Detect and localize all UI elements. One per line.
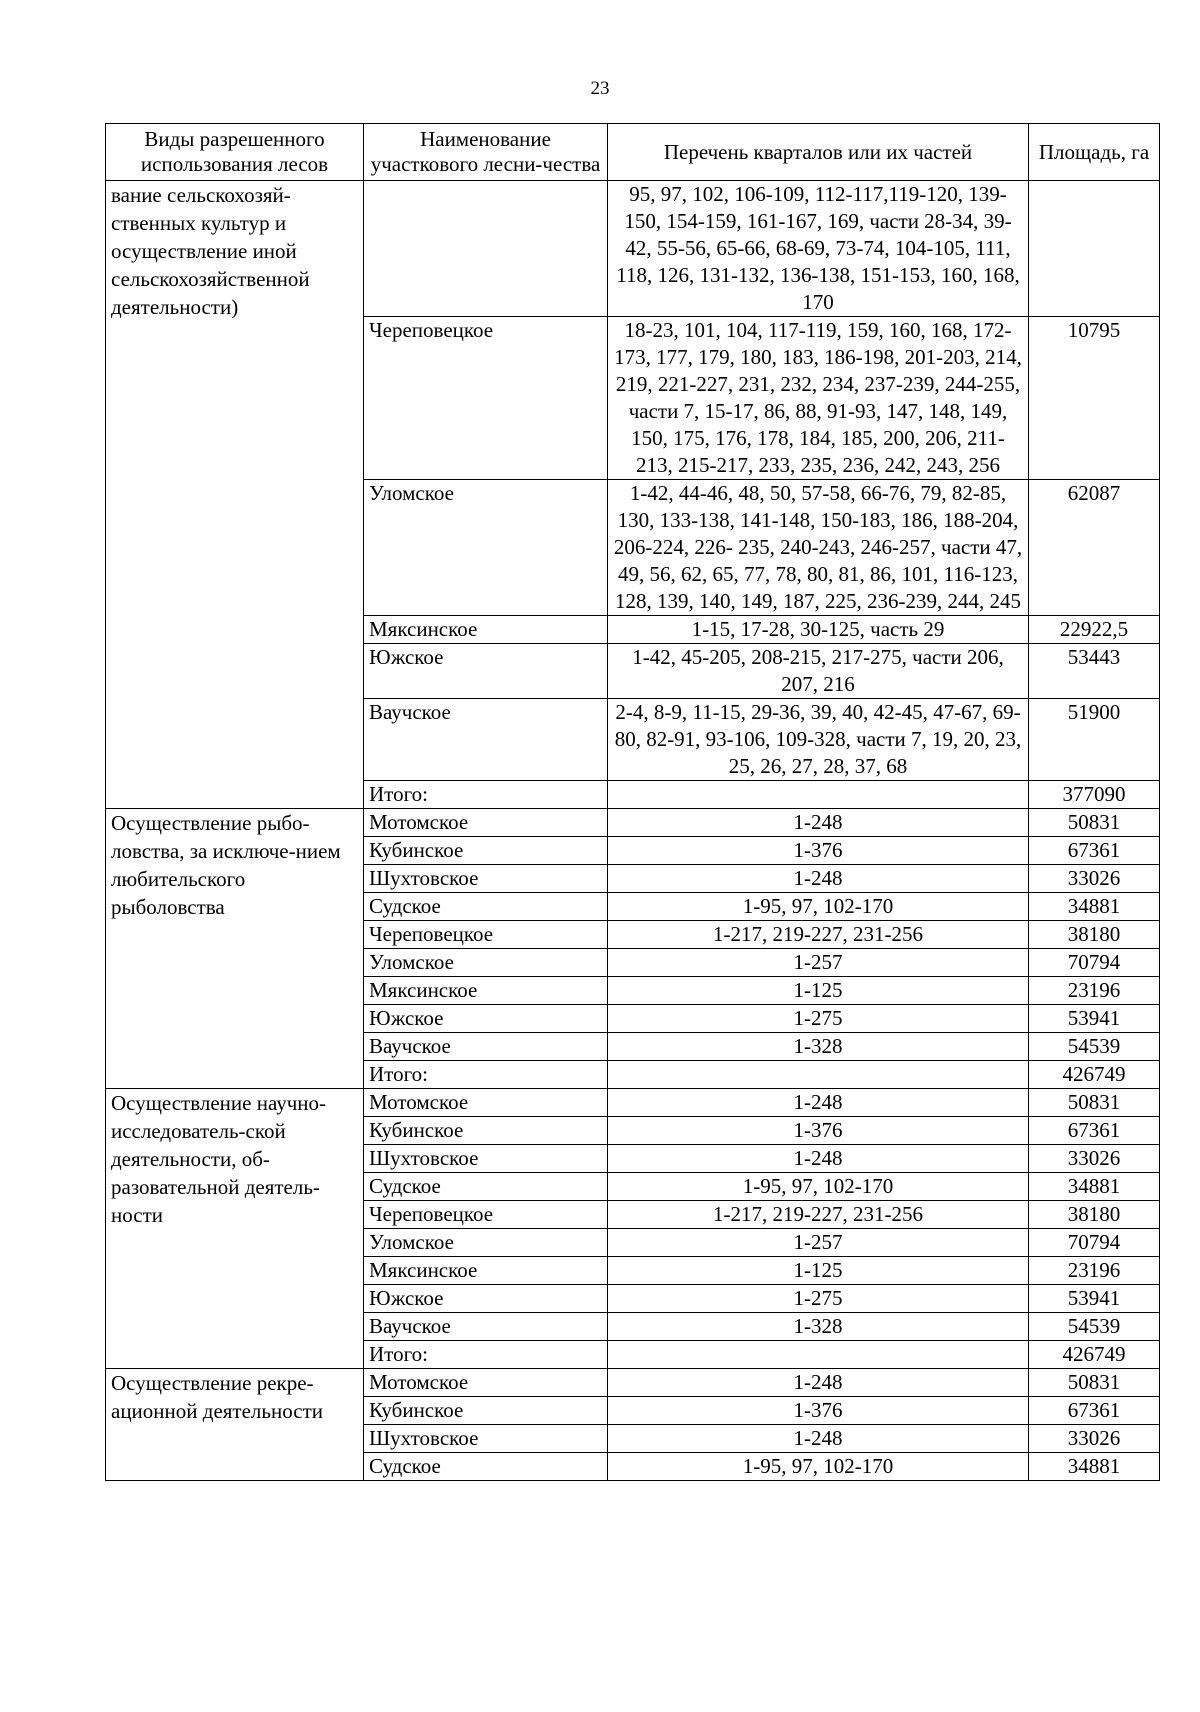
use-type-cell: Осуществление научно-исследователь-ской деятельности, об-разовательной деятель-ности xyxy=(106,1089,364,1369)
quarters-cell: 1-257 xyxy=(608,949,1029,977)
header-area: Площадь, га xyxy=(1029,124,1160,181)
header-quarters: Перечень кварталов или их частей xyxy=(608,124,1029,181)
forestry-cell: Уломское xyxy=(364,480,608,616)
area-cell: 50831 xyxy=(1029,1089,1160,1117)
quarters-cell: 1-95, 97, 102-170 xyxy=(608,1173,1029,1201)
area-cell: 38180 xyxy=(1029,921,1160,949)
forestry-cell: Мотомское xyxy=(364,809,608,837)
page-number: 23 xyxy=(590,78,610,99)
quarters-cell: 1-15, 17-28, 30-125, часть 29 xyxy=(608,616,1029,644)
forestry-cell: Итого: xyxy=(364,1341,608,1369)
forestry-cell: Мяксинское xyxy=(364,616,608,644)
use-type-cell: Осуществление рыбо-ловства, за исключе-нием любительского рыболовства xyxy=(106,809,364,1089)
table-row xyxy=(106,181,1160,317)
forestry-cell: Ваучское xyxy=(364,1033,608,1061)
quarters-cell: 1-376 xyxy=(608,1117,1029,1145)
forestry-cell: Кубинское xyxy=(364,1397,608,1425)
forestry-cell: Южское xyxy=(364,1285,608,1313)
area-cell: 34881 xyxy=(1029,893,1160,921)
forestry-cell: Уломское xyxy=(364,949,608,977)
area-cell: 54539 xyxy=(1029,1313,1160,1341)
quarters-cell: 1-248 xyxy=(608,1089,1029,1117)
area-cell: 33026 xyxy=(1029,1425,1160,1453)
area-cell: 67361 xyxy=(1029,837,1160,865)
forestry-cell: Судское xyxy=(364,893,608,921)
forestry-cell: Кубинское xyxy=(364,837,608,865)
use-type-cell: Осуществление рекре-ационной деятельности xyxy=(106,1369,364,1481)
quarters-cell: 1-328 xyxy=(608,1033,1029,1061)
forestry-cell: Мяксинское xyxy=(364,977,608,1005)
area-cell: 53941 xyxy=(1029,1005,1160,1033)
header-forestry: Наименование участкового лесни-чества xyxy=(364,124,608,181)
area-cell xyxy=(1029,181,1160,317)
area-cell: 70794 xyxy=(1029,949,1160,977)
area-cell: 50831 xyxy=(1029,809,1160,837)
area-cell: 23196 xyxy=(1029,977,1160,1005)
area-cell: 23196 xyxy=(1029,1257,1160,1285)
forestry-cell: Мяксинское xyxy=(364,1257,608,1285)
quarters-cell xyxy=(608,781,1029,809)
area-cell: 51900 xyxy=(1029,699,1160,781)
quarters-cell xyxy=(608,1061,1029,1089)
area-cell: 70794 xyxy=(1029,1229,1160,1257)
area-cell: 54539 xyxy=(1029,1033,1160,1061)
quarters-cell: 1-42, 44-46, 48, 50, 57-58, 66-76, 79, 82-85, 130, 133-138, 141-148, 150-183, 186, 188-204, 206-224, 226- 235, 240-243, 246-257, части 47, 49, 56, 62, 65, 77, 78, 80, 81, 86, 101, 116-123, 128, 139, 140, 149, 187, 225, 236-239, 244, 245 xyxy=(608,480,1029,616)
area-cell: 426749 xyxy=(1029,1061,1160,1089)
forestry-cell: Судское xyxy=(364,1453,608,1481)
forestry-cell: Шухтовское xyxy=(364,865,608,893)
header-use-type: Виды разрешенного использования лесов xyxy=(106,124,364,181)
quarters-cell: 1-376 xyxy=(608,837,1029,865)
forestry-cell: Уломское xyxy=(364,1229,608,1257)
quarters-cell: 1-217, 219-227, 231-256 xyxy=(608,1201,1029,1229)
forestry-cell: Итого: xyxy=(364,1061,608,1089)
forestry-cell: Череповецкое xyxy=(364,1201,608,1229)
quarters-cell: 1-257 xyxy=(608,1229,1029,1257)
area-cell: 34881 xyxy=(1029,1173,1160,1201)
forestry-cell: Кубинское xyxy=(364,1117,608,1145)
forestry-cell: Итого: xyxy=(364,781,608,809)
area-cell: 33026 xyxy=(1029,865,1160,893)
area-cell: 53941 xyxy=(1029,1285,1160,1313)
forestry-cell: Мотомское xyxy=(364,1369,608,1397)
area-cell: 67361 xyxy=(1029,1397,1160,1425)
table-row xyxy=(106,1089,1160,1117)
quarters-cell: 1-125 xyxy=(608,977,1029,1005)
quarters-cell: 18-23, 101, 104, 117-119, 159, 160, 168, 172-173, 177, 179, 180, 183, 186-198, 201-203, 214, 219, 221-227, 231, 232, 234, 237-239, 244-255, части 7, 15-17, 86, 88, 91-93, 147, 148, 149, 150, 175, 176, 178, 184, 185, 200, 206, 211-213, 215-217, 233, 235, 236, 242, 243, 256 xyxy=(608,317,1029,480)
table-row xyxy=(106,809,1160,837)
quarters-cell: 1-95, 97, 102-170 xyxy=(608,893,1029,921)
table-row xyxy=(106,1369,1160,1397)
quarters-cell: 1-248 xyxy=(608,1425,1029,1453)
area-cell: 53443 xyxy=(1029,644,1160,699)
area-cell: 38180 xyxy=(1029,1201,1160,1229)
table-body xyxy=(106,181,1160,1481)
quarters-cell: 95, 97, 102, 106-109, 112-117,119-120, 139-150, 154-159, 161-167, 169, части 28-34, 39-42, 55-56, 65-66, 68-69, 73-74, 104-105, 111, 118, 126, 131-132, 136-138, 151-153, 160, 168, 170 xyxy=(608,181,1029,317)
area-cell: 22922,5 xyxy=(1029,616,1160,644)
forestry-cell: Череповецкое xyxy=(364,317,608,480)
area-cell: 67361 xyxy=(1029,1117,1160,1145)
area-cell: 10795 xyxy=(1029,317,1160,480)
forestry-cell: Шухтовское xyxy=(364,1145,608,1173)
quarters-cell: 1-217, 219-227, 231-256 xyxy=(608,921,1029,949)
forestry-cell: Череповецкое xyxy=(364,921,608,949)
forestry-cell: Ваучское xyxy=(364,1313,608,1341)
quarters-cell: 1-95, 97, 102-170 xyxy=(608,1453,1029,1481)
area-cell: 50831 xyxy=(1029,1369,1160,1397)
forestry-cell xyxy=(364,181,608,317)
forestry-cell: Южское xyxy=(364,644,608,699)
area-cell: 34881 xyxy=(1029,1453,1160,1481)
forestry-cell: Южское xyxy=(364,1005,608,1033)
quarters-cell: 1-42, 45-205, 208-215, 217-275, части 206, 207, 216 xyxy=(608,644,1029,699)
area-cell: 62087 xyxy=(1029,480,1160,616)
forestry-cell: Мотомское xyxy=(364,1089,608,1117)
quarters-cell: 1-275 xyxy=(608,1285,1029,1313)
quarters-cell: 1-248 xyxy=(608,1145,1029,1173)
forestry-cell: Шухтовское xyxy=(364,1425,608,1453)
area-cell: 426749 xyxy=(1029,1341,1160,1369)
quarters-cell: 1-125 xyxy=(608,1257,1029,1285)
quarters-cell: 1-248 xyxy=(608,809,1029,837)
forestry-cell: Судское xyxy=(364,1173,608,1201)
area-cell: 33026 xyxy=(1029,1145,1160,1173)
table-header-row xyxy=(106,124,1160,181)
quarters-cell: 1-376 xyxy=(608,1397,1029,1425)
quarters-cell: 2-4, 8-9, 11-15, 29-36, 39, 40, 42-45, 47-67, 69-80, 82-91, 93-106, 109-328, части 7, 19, 20, 23, 25, 26, 27, 28, 37, 68 xyxy=(608,699,1029,781)
quarters-cell: 1-248 xyxy=(608,1369,1029,1397)
use-type-cell: вание сельскохозяй-ственных культур и осуществление иной сельскохозяйственной деятельности) xyxy=(106,181,364,809)
quarters-cell xyxy=(608,1341,1029,1369)
area-cell: 377090 xyxy=(1029,781,1160,809)
forestry-cell: Ваучское xyxy=(364,699,608,781)
quarters-cell: 1-248 xyxy=(608,865,1029,893)
forest-use-table xyxy=(105,123,1160,1481)
quarters-cell: 1-328 xyxy=(608,1313,1029,1341)
quarters-cell: 1-275 xyxy=(608,1005,1029,1033)
